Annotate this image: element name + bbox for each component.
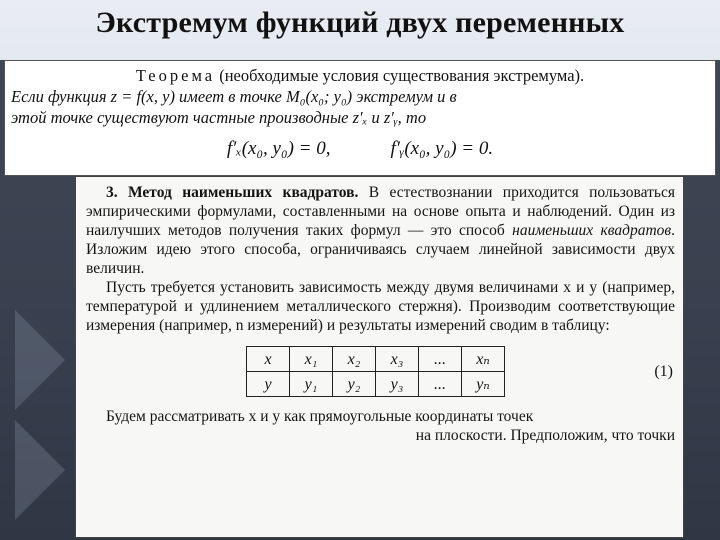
measurement-table [246,346,505,397]
table-cell: yₙ [462,372,505,397]
table-cell: xₙ [462,347,505,372]
excerpt-paragraph-1 [86,183,675,278]
arrow-decoration-icon [10,300,70,520]
table-cell: y₁ [290,372,333,397]
theorem-heading-tail: (необходимые условия существования экстремума). [215,66,585,85]
measurement-table-wrap [86,346,675,397]
excerpt-text: В естествознании приходится пользоваться эмпирическими формулами, составленными на основе опыта и наблюдений. Один из наилучших методов получения таких формул — это способ [86,184,676,239]
emphasis-term: наименьших квадратов [512,222,672,239]
table-cell: y₂ [333,372,376,397]
theorem-heading: Теорема [135,66,216,85]
theorem-formulas [11,138,709,159]
excerpt-paragraph-3: Будем рассматривать x и y как прямоугольные координаты точек [106,408,534,425]
table-cell: x₃ [376,347,419,372]
table-cell: y₃ [376,372,419,397]
table-cell: x₁ [290,347,333,372]
theorem-box [4,60,716,176]
table-row [247,372,505,397]
excerpt-text: . Изложим идею этого способа, ограничиваясь случаем линейной зависимости двух величин. [86,222,676,277]
table-cell: x₂ [333,347,376,372]
table-row [247,347,505,372]
table-cell: ... [419,372,462,397]
textbook-excerpt [75,176,684,538]
section-heading: 3. Метод наименьших квадратов. [106,184,359,201]
table-cell: x [247,347,290,372]
equation-number: (1) [654,363,673,380]
excerpt-paragraph-3-continued: на плоскости. Предположим, что точки [415,427,675,444]
excerpt-paragraph-2: Пусть требуется установить зависимость между двумя величинами x и y (например, температурой и удлинением металлического стержня). Производим соответствующие измерения (например, n измерений) и результаты измерений сводим в таблицу: [86,279,675,334]
formula-partial-x: f′ₓ(x₀, y₀) = 0, [226,138,331,159]
table-cell: ... [419,347,462,372]
formula-partial-y: f′ᵧ(x₀, y₀) = 0. [390,138,494,159]
slide-title: Экстремум функций двух переменных [95,6,625,39]
theorem-statement-line-1: Если функция z = f(x, y) имеет в точке M₀(x₀; y₀) экстремум и в [11,87,457,106]
table-cell: y [247,372,290,397]
theorem-statement-line-2: этой точке существуют частные производные z′ₓ и z′ᵧ, то [11,108,427,127]
theorem-heading-line [11,65,709,86]
